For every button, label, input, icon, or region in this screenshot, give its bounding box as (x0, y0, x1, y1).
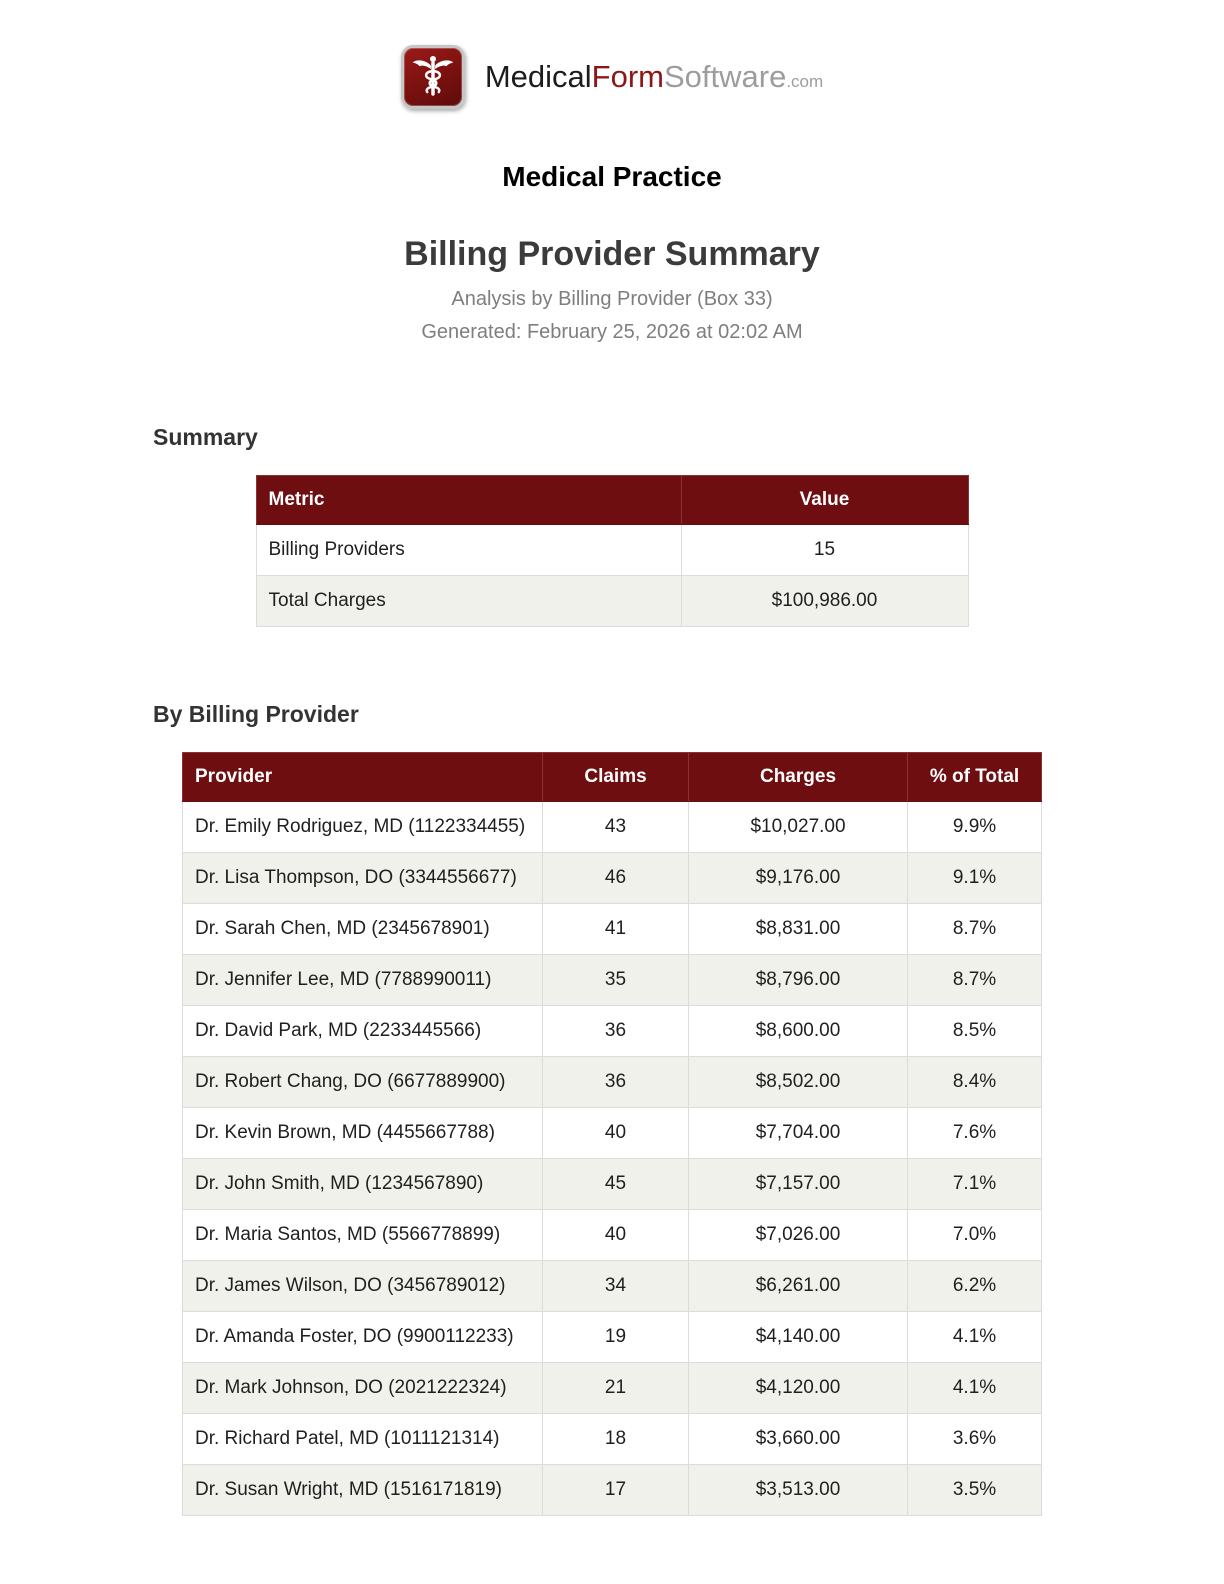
generated-timestamp: Generated: February 25, 2026 at 02:02 AM (421, 321, 803, 343)
table-row (183, 955, 1042, 1006)
pct-cell: 3.5% (908, 1465, 1042, 1516)
charges-cell: $7,026.00 (689, 1210, 908, 1261)
pct-cell: 8.4% (908, 1057, 1042, 1108)
logo-text-software: Software (663, 59, 787, 94)
table-row (256, 525, 968, 576)
claims-cell: 46 (543, 853, 689, 904)
value-cell: 15 (681, 525, 968, 576)
charges-cell: $6,261.00 (689, 1261, 908, 1312)
provider-header-row (183, 753, 1042, 802)
column-header-value: Value (681, 476, 968, 525)
summary-table (256, 475, 969, 627)
pct-cell: 7.6% (908, 1108, 1042, 1159)
charges-cell: $8,600.00 (689, 1006, 908, 1057)
claims-cell: 43 (543, 802, 689, 853)
table-row (183, 1159, 1042, 1210)
charges-cell: $8,796.00 (689, 955, 908, 1006)
provider-cell: Dr. Richard Patel, MD (1011121314) (183, 1414, 543, 1465)
provider-cell: Dr. Mark Johnson, DO (2021222324) (183, 1363, 543, 1414)
table-row (256, 576, 968, 627)
pct-cell: 8.5% (908, 1006, 1042, 1057)
claims-cell: 40 (543, 1108, 689, 1159)
charges-cell: $3,660.00 (689, 1414, 908, 1465)
page-title: Billing Provider Summary (404, 235, 820, 273)
column-header-metric: Metric (256, 476, 681, 525)
charges-cell: $7,157.00 (689, 1159, 908, 1210)
provider-cell: Dr. Lisa Thompson, DO (3344556677) (183, 853, 543, 904)
pct-cell: 8.7% (908, 955, 1042, 1006)
by-provider-heading: By Billing Provider (153, 701, 359, 727)
pct-cell: 3.6% (908, 1414, 1042, 1465)
provider-table (182, 752, 1042, 1516)
value-cell: $100,986.00 (681, 576, 968, 627)
column-header-claims: Claims (543, 753, 689, 802)
table-row (183, 1210, 1042, 1261)
pct-cell: 7.1% (908, 1159, 1042, 1210)
claims-cell: 35 (543, 955, 689, 1006)
claims-cell: 45 (543, 1159, 689, 1210)
charges-cell: $3,513.00 (689, 1465, 908, 1516)
column-header-charges: Charges (689, 753, 908, 802)
charges-cell: $10,027.00 (689, 802, 908, 853)
claims-cell: 34 (543, 1261, 689, 1312)
pct-cell: 4.1% (908, 1363, 1042, 1414)
logo-text (485, 59, 823, 95)
logo-text-domain: .com (786, 72, 824, 91)
pct-cell: 8.7% (908, 904, 1042, 955)
charges-cell: $7,704.00 (689, 1108, 908, 1159)
metric-cell: Total Charges (256, 576, 681, 627)
column-header-provider: Provider (183, 753, 543, 802)
summary-header-row (256, 476, 968, 525)
provider-cell: Dr. Susan Wright, MD (1516171819) (183, 1465, 543, 1516)
provider-cell: Dr. Maria Santos, MD (5566778899) (183, 1210, 543, 1261)
charges-cell: $8,502.00 (689, 1057, 908, 1108)
provider-cell: Dr. Jennifer Lee, MD (7788990011) (183, 955, 543, 1006)
pct-cell: 7.0% (908, 1210, 1042, 1261)
metric-cell: Billing Providers (256, 525, 681, 576)
claims-cell: 19 (543, 1312, 689, 1363)
table-row (183, 1414, 1042, 1465)
provider-cell: Dr. John Smith, MD (1234567890) (183, 1159, 543, 1210)
table-row (183, 904, 1042, 955)
summary-heading: Summary (153, 424, 258, 450)
provider-cell: Dr. Amanda Foster, DO (9900112233) (183, 1312, 543, 1363)
claims-cell: 21 (543, 1363, 689, 1414)
logo (0, 45, 1224, 109)
provider-cell: Dr. Robert Chang, DO (6677889900) (183, 1057, 543, 1108)
charges-cell: $4,140.00 (689, 1312, 908, 1363)
logo-text-medical: Medical (484, 59, 592, 94)
pct-cell: 9.9% (908, 802, 1042, 853)
table-row (183, 1057, 1042, 1108)
provider-cell: Dr. James Wilson, DO (3456789012) (183, 1261, 543, 1312)
claims-cell: 41 (543, 904, 689, 955)
pct-cell: 9.1% (908, 853, 1042, 904)
claims-cell: 36 (543, 1006, 689, 1057)
table-row (183, 853, 1042, 904)
provider-cell: Dr. David Park, MD (2233445566) (183, 1006, 543, 1057)
provider-cell: Dr. Kevin Brown, MD (4455667788) (183, 1108, 543, 1159)
claims-cell: 17 (543, 1465, 689, 1516)
claims-cell: 36 (543, 1057, 689, 1108)
table-row (183, 1261, 1042, 1312)
charges-cell: $9,176.00 (689, 853, 908, 904)
table-row (183, 1006, 1042, 1057)
charges-cell: $8,831.00 (689, 904, 908, 955)
table-row (183, 1363, 1042, 1414)
column-header-pct-of-total: % of Total (908, 753, 1042, 802)
practice-name: Medical Practice (502, 161, 722, 192)
pct-cell: 6.2% (908, 1261, 1042, 1312)
provider-cell: Dr. Emily Rodriguez, MD (1122334455) (183, 802, 543, 853)
claims-cell: 18 (543, 1414, 689, 1465)
logo-text-form: Form (591, 59, 664, 94)
report-subtitle: Analysis by Billing Provider (Box 33) (451, 288, 773, 310)
table-row (183, 1312, 1042, 1363)
table-row (183, 1108, 1042, 1159)
provider-cell: Dr. Sarah Chen, MD (2345678901) (183, 904, 543, 955)
caduceus-icon (401, 45, 465, 109)
table-row (183, 1465, 1042, 1516)
pct-cell: 4.1% (908, 1312, 1042, 1363)
charges-cell: $4,120.00 (689, 1363, 908, 1414)
table-row (183, 802, 1042, 853)
claims-cell: 40 (543, 1210, 689, 1261)
